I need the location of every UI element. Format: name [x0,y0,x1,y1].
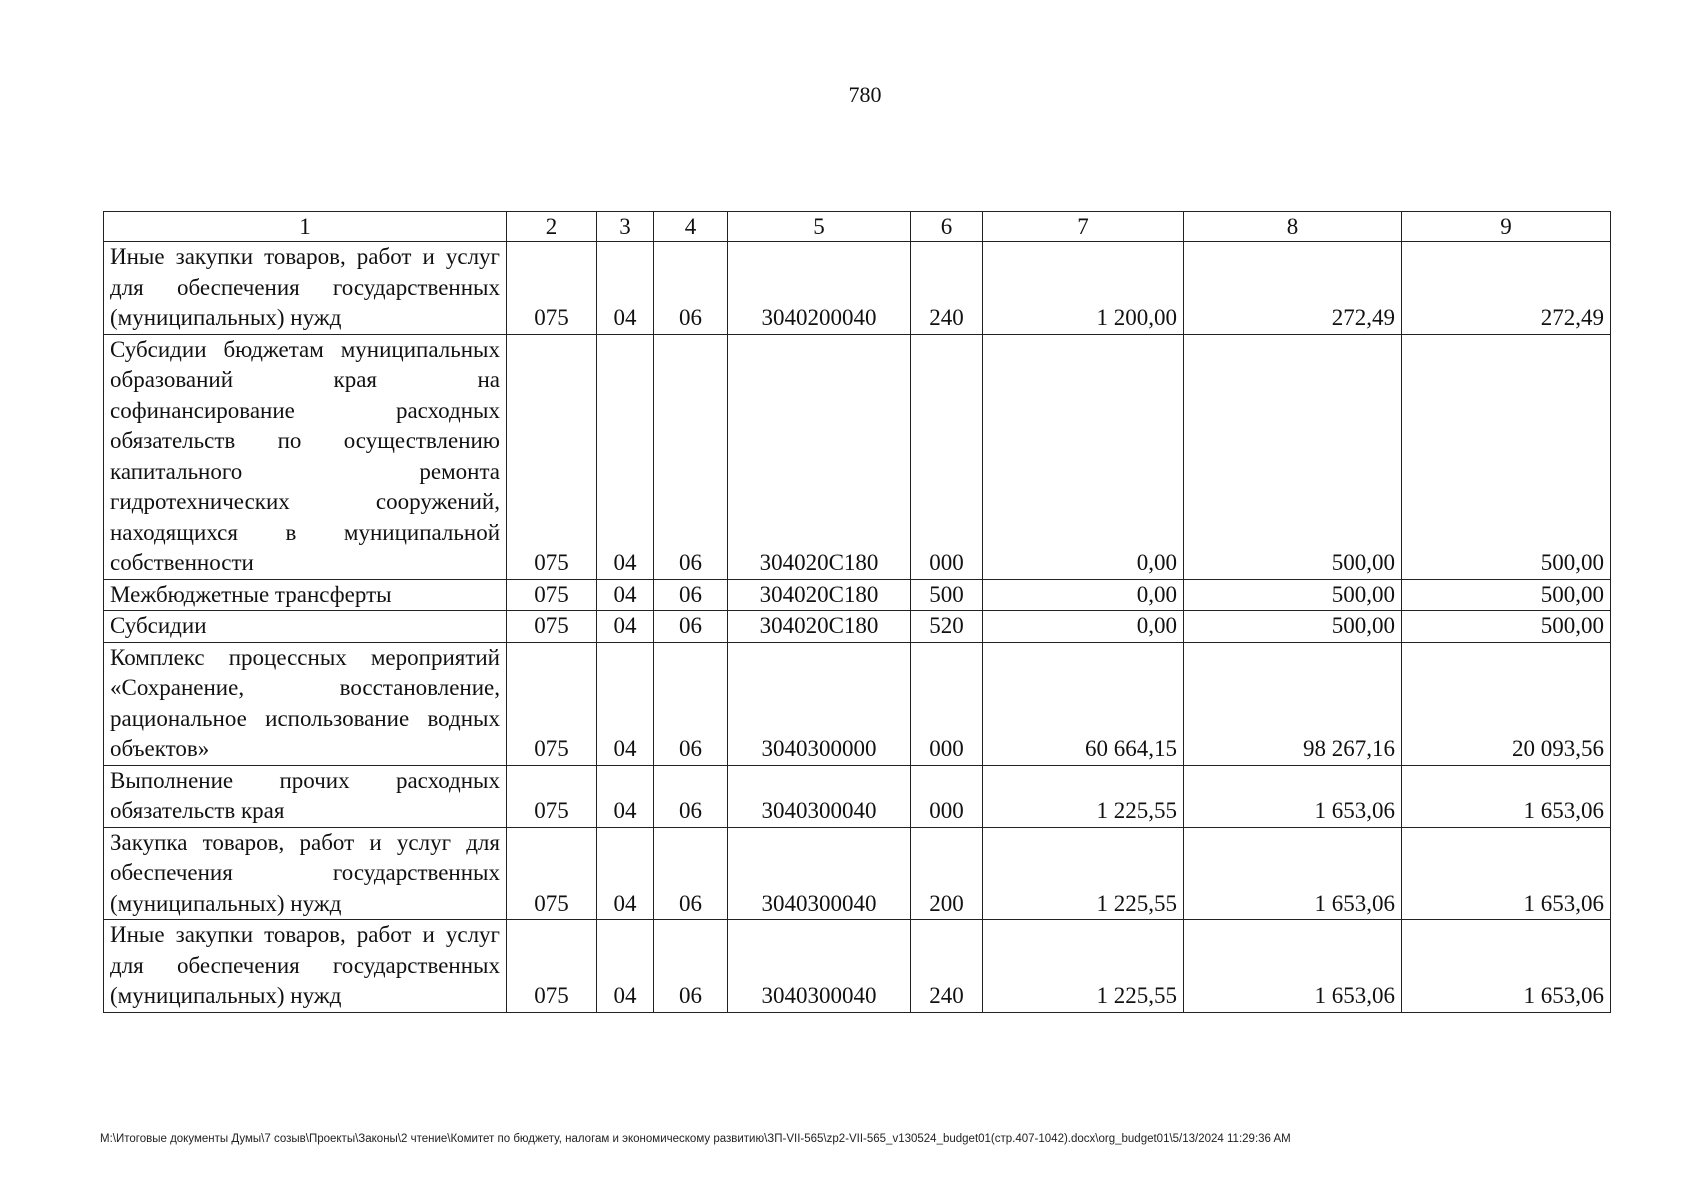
amount-col9-cell: 500,00 [1402,579,1611,611]
amount-col8-cell: 500,00 [1184,579,1402,611]
subsection-cell: 06 [654,334,728,579]
section-cell: 04 [597,765,654,827]
amount-col8-cell: 98 267,16 [1184,642,1402,765]
expense-type-cell: 500 [911,579,983,611]
row-name-cell: Закупка товаров, работ и услуг для обеспечения государственных (муниципальных) нужд [104,827,507,920]
admin-code-cell: 075 [507,242,597,335]
amount-col7-cell: 1 200,00 [983,242,1184,335]
row-name-cell: Субсидии [104,611,507,643]
column-header-5: 5 [728,212,911,242]
amount-col9-cell: 500,00 [1402,611,1611,643]
target-article-cell: 3040300000 [728,642,911,765]
amount-col7-cell: 1 225,55 [983,827,1184,920]
target-article-cell: 304020С180 [728,611,911,643]
row-name-cell: Комплекс процессных мероприятий «Сохранение, восстановление, рациональное использование водных объектов» [104,642,507,765]
admin-code-cell: 075 [507,642,597,765]
table-row [104,242,1611,335]
target-article-cell: 304020С180 [728,334,911,579]
amount-col7-cell: 1 225,55 [983,765,1184,827]
section-cell: 04 [597,242,654,335]
amount-col7-cell: 60 664,15 [983,642,1184,765]
subsection-cell: 06 [654,611,728,643]
expense-type-cell: 520 [911,611,983,643]
budget-table [103,211,1611,1013]
amount-col8-cell: 500,00 [1184,611,1402,643]
subsection-cell: 06 [654,765,728,827]
expense-type-cell: 000 [911,334,983,579]
row-name-cell: Выполнение прочих расходных обязательств края [104,765,507,827]
admin-code-cell: 075 [507,827,597,920]
table-body [104,212,1611,1013]
header-row [104,212,1611,242]
expense-type-cell: 000 [911,642,983,765]
subsection-cell: 06 [654,242,728,335]
target-article-cell: 3040300040 [728,765,911,827]
amount-col8-cell: 500,00 [1184,334,1402,579]
column-header-9: 9 [1402,212,1611,242]
target-article-cell: 3040300040 [728,827,911,920]
table-row [104,765,1611,827]
section-cell: 04 [597,611,654,643]
amount-col7-cell: 1 225,55 [983,920,1184,1013]
section-cell: 04 [597,579,654,611]
expense-type-cell: 240 [911,242,983,335]
table-row [104,334,1611,579]
section-cell: 04 [597,642,654,765]
column-header-1: 1 [104,212,507,242]
row-name-cell: Иные закупки товаров, работ и услуг для обеспечения государственных (муниципальных) нужд [104,920,507,1013]
subsection-cell: 06 [654,827,728,920]
page-number: 780 [848,82,882,107]
table-row [104,920,1611,1013]
row-name-cell: Межбюджетные трансферты [104,579,507,611]
admin-code-cell: 075 [507,334,597,579]
target-article-cell: 304020С180 [728,579,911,611]
subsection-cell: 06 [654,642,728,765]
amount-col9-cell: 1 653,06 [1402,765,1611,827]
amount-col9-cell: 20 093,56 [1402,642,1611,765]
amount-col8-cell: 1 653,06 [1184,827,1402,920]
table-row [104,827,1611,920]
admin-code-cell: 075 [507,920,597,1013]
amount-col7-cell: 0,00 [983,334,1184,579]
column-header-8: 8 [1184,212,1402,242]
target-article-cell: 3040200040 [728,242,911,335]
amount-col7-cell: 0,00 [983,579,1184,611]
table-row [104,642,1611,765]
amount-col9-cell: 1 653,06 [1402,920,1611,1013]
expense-type-cell: 240 [911,920,983,1013]
subsection-cell: 06 [654,920,728,1013]
admin-code-cell: 075 [507,765,597,827]
column-header-4: 4 [654,212,728,242]
column-header-3: 3 [597,212,654,242]
target-article-cell: 3040300040 [728,920,911,1013]
admin-code-cell: 075 [507,579,597,611]
amount-col9-cell: 272,49 [1402,242,1611,335]
footer-file-path: M:\Итоговые документы Думы\7 созыв\Проекты\Законы\2 чтение\Комитет по бюджету, налогам и экономическому развитию\ЗП-VII-565\zp2-VII-565_v130524_budget01(стр.407-1042).docx\org_budget01\5/13/2024 11:29:36 AM [100,1133,1291,1145]
table-row [104,579,1611,611]
subsection-cell: 06 [654,579,728,611]
row-name-cell: Субсидии бюджетам муниципальных образований края на софинансирование расходных обязательств по осуществлению капитального ремонта гидротехнических сооружений, находящихся в муниципальной собственности [104,334,507,579]
column-header-6: 6 [911,212,983,242]
amount-col8-cell: 272,49 [1184,242,1402,335]
admin-code-cell: 075 [507,611,597,643]
amount-col8-cell: 1 653,06 [1184,765,1402,827]
section-cell: 04 [597,920,654,1013]
amount-col9-cell: 1 653,06 [1402,827,1611,920]
table-row [104,611,1611,643]
amount-col7-cell: 0,00 [983,611,1184,643]
expense-type-cell: 000 [911,765,983,827]
row-name-cell: Иные закупки товаров, работ и услуг для обеспечения государственных (муниципальных) нужд [104,242,507,335]
amount-col9-cell: 500,00 [1402,334,1611,579]
expense-type-cell: 200 [911,827,983,920]
amount-col8-cell: 1 653,06 [1184,920,1402,1013]
column-header-7: 7 [983,212,1184,242]
column-header-2: 2 [507,212,597,242]
section-cell: 04 [597,334,654,579]
section-cell: 04 [597,827,654,920]
